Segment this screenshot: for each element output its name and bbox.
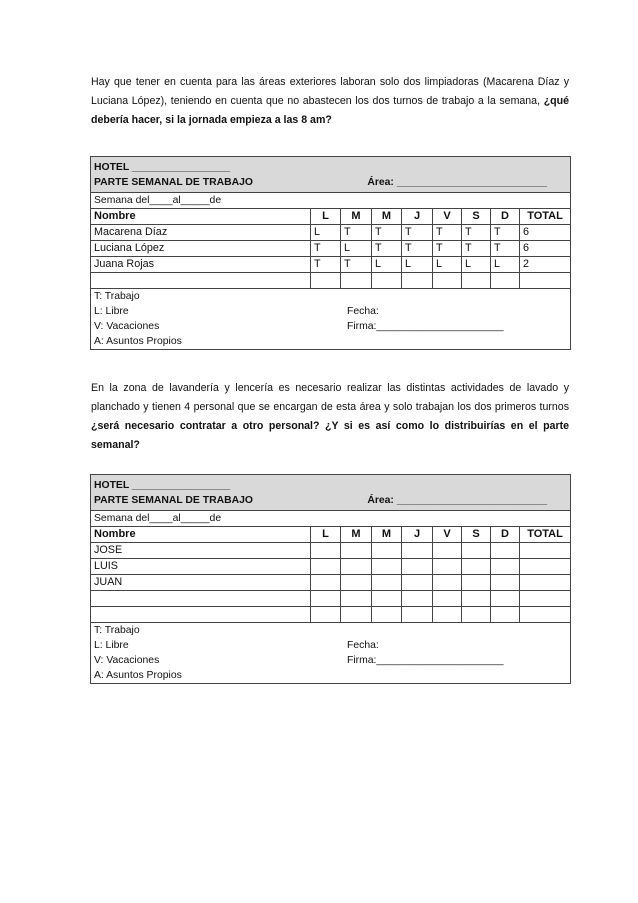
fecha-label: Fecha: <box>347 306 379 317</box>
col-day: M <box>372 209 402 225</box>
day-cell[interactable]: T <box>311 257 341 273</box>
col-day: D <box>491 527 520 543</box>
total-cell[interactable]: 2 <box>520 257 571 273</box>
paragraph-2-question: ¿será necesario contratar a otro personal? ¿Y si es así como lo distribuirías en el parte semanal? <box>91 420 569 451</box>
legend-vacaciones: V: Vacaciones <box>94 321 160 332</box>
legend-asuntos-propios: A: Asuntos Propios <box>94 670 182 681</box>
total-cell[interactable] <box>520 559 571 575</box>
schedule-row <box>91 241 571 257</box>
day-cell[interactable] <box>433 559 462 575</box>
paragraph-1 <box>91 73 569 130</box>
day-cell[interactable] <box>341 591 372 607</box>
day-cell[interactable] <box>341 543 372 559</box>
day-cell[interactable] <box>372 543 402 559</box>
day-cell[interactable] <box>491 559 520 575</box>
day-cell[interactable] <box>402 607 433 623</box>
day-cell[interactable]: L <box>372 257 402 273</box>
day-cell[interactable] <box>311 607 341 623</box>
firma-label: Firma:______________________ <box>347 321 504 332</box>
employee-name-cell[interactable]: LUIS <box>91 559 311 575</box>
day-cell[interactable]: T <box>372 225 402 241</box>
legend-row <box>91 623 571 684</box>
day-cell[interactable] <box>341 559 372 575</box>
day-cell[interactable]: L <box>341 241 372 257</box>
paragraph-2 <box>91 379 569 455</box>
day-cell[interactable] <box>341 607 372 623</box>
legend-row <box>91 289 571 350</box>
col-day: D <box>491 209 520 225</box>
col-day: M <box>341 527 372 543</box>
col-day: M <box>372 527 402 543</box>
total-cell[interactable] <box>520 607 571 623</box>
day-cell[interactable] <box>372 591 402 607</box>
column-header-row <box>91 527 571 543</box>
schedule-row <box>91 591 571 607</box>
form-header <box>91 157 571 193</box>
col-day: J <box>402 209 433 225</box>
total-cell[interactable] <box>520 273 571 289</box>
day-cell[interactable]: T <box>491 241 520 257</box>
employee-name-cell[interactable]: Juana Rojas <box>91 257 311 273</box>
col-day: L <box>311 209 341 225</box>
day-cell[interactable] <box>311 543 341 559</box>
column-header-row <box>91 209 571 225</box>
legend-vacaciones: V: Vacaciones <box>94 655 160 666</box>
col-day: V <box>433 527 462 543</box>
week-label: Semana del____al_____de <box>91 193 571 209</box>
total-cell[interactable] <box>520 543 571 559</box>
day-cell[interactable] <box>462 543 491 559</box>
hotel-label: HOTEL _________________ <box>94 480 231 491</box>
day-cell[interactable]: T <box>311 241 341 257</box>
day-cell[interactable]: L <box>402 257 433 273</box>
day-cell[interactable]: T <box>433 225 462 241</box>
day-cell[interactable] <box>311 575 341 591</box>
total-cell[interactable] <box>520 575 571 591</box>
week-row <box>91 511 571 527</box>
day-cell[interactable]: L <box>462 257 491 273</box>
day-cell[interactable] <box>491 591 520 607</box>
day-cell[interactable]: T <box>462 241 491 257</box>
day-cell[interactable] <box>402 575 433 591</box>
employee-name-cell[interactable] <box>91 591 311 607</box>
weekly-schedule-table-2 <box>90 474 571 684</box>
day-cell[interactable]: L <box>311 225 341 241</box>
total-cell[interactable]: 6 <box>520 241 571 257</box>
schedule-row <box>91 273 571 289</box>
day-cell[interactable]: T <box>462 225 491 241</box>
day-cell[interactable] <box>372 273 402 289</box>
schedule-row <box>91 225 571 241</box>
firma-label: Firma:______________________ <box>347 655 504 666</box>
total-cell[interactable] <box>520 591 571 607</box>
day-cell[interactable] <box>491 575 520 591</box>
col-day: S <box>462 209 491 225</box>
day-cell[interactable]: T <box>372 241 402 257</box>
day-cell[interactable] <box>402 559 433 575</box>
paragraph-1-question: ¿qué debería hacer, si la jornada empieza a las 8 am? <box>91 95 569 126</box>
day-cell[interactable]: L <box>491 257 520 273</box>
day-cell[interactable]: T <box>402 241 433 257</box>
day-cell[interactable] <box>433 607 462 623</box>
day-cell[interactable] <box>491 543 520 559</box>
day-cell[interactable] <box>491 273 520 289</box>
day-cell[interactable] <box>433 543 462 559</box>
day-cell[interactable] <box>341 575 372 591</box>
day-cell[interactable]: T <box>341 225 372 241</box>
day-cell[interactable]: T <box>491 225 520 241</box>
day-cell[interactable] <box>402 273 433 289</box>
week-row <box>91 193 571 209</box>
col-day: V <box>433 209 462 225</box>
legend-trabajo: T: Trabajo <box>94 291 140 302</box>
employee-name-cell[interactable]: Luciana López <box>91 241 311 257</box>
col-total: TOTAL <box>520 209 571 225</box>
col-day: S <box>462 527 491 543</box>
day-cell[interactable] <box>462 575 491 591</box>
day-cell[interactable] <box>341 273 372 289</box>
col-nombre: Nombre <box>91 527 311 543</box>
day-cell[interactable] <box>462 591 491 607</box>
day-cell[interactable] <box>462 273 491 289</box>
col-nombre: Nombre <box>91 209 311 225</box>
day-cell[interactable]: T <box>433 241 462 257</box>
schedule-row <box>91 257 571 273</box>
fecha-label: Fecha: <box>347 640 379 651</box>
schedule-row <box>91 607 571 623</box>
day-cell[interactable] <box>433 575 462 591</box>
area-label: Área: __________________________ <box>367 177 548 188</box>
day-cell[interactable]: T <box>341 257 372 273</box>
day-cell[interactable] <box>402 591 433 607</box>
col-day: L <box>311 527 341 543</box>
day-cell[interactable] <box>311 559 341 575</box>
legend-trabajo: T: Trabajo <box>94 625 140 636</box>
day-cell[interactable] <box>402 543 433 559</box>
day-cell[interactable]: L <box>433 257 462 273</box>
paragraph-2-text: En la zona de lavandería y lencería es necesario realizar las distintas actividades de lavado y planchado y tienen 4 personal que se encargan de esta área y solo trabajan los dos primeros turnos <box>91 382 569 413</box>
legend-libre: L: Libre <box>94 306 129 317</box>
employee-name-cell[interactable] <box>91 273 311 289</box>
col-day: M <box>341 209 372 225</box>
col-total: TOTAL <box>520 527 571 543</box>
schedule-row <box>91 575 571 591</box>
legend-asuntos-propios: A: Asuntos Propios <box>94 336 182 347</box>
day-cell[interactable] <box>433 591 462 607</box>
day-cell[interactable]: T <box>402 225 433 241</box>
col-day: J <box>402 527 433 543</box>
employee-name-cell[interactable]: Macarena Díaz <box>91 225 311 241</box>
hotel-label: HOTEL _________________ <box>94 162 231 173</box>
form-header <box>91 475 571 511</box>
day-cell[interactable] <box>491 607 520 623</box>
day-cell[interactable] <box>311 591 341 607</box>
parte-label: PARTE SEMANAL DE TRABAJO <box>94 495 253 506</box>
employee-name-cell[interactable]: JOSE <box>91 543 311 559</box>
parte-label: PARTE SEMANAL DE TRABAJO <box>94 177 253 188</box>
paragraph-1-text: Hay que tener en cuenta para las áreas exteriores laboran solo dos limpiadoras (Macarena Díaz y Luciana López), teniendo en cuenta que no abastecen los dos turnos de trabajo a la semana, <box>91 76 569 107</box>
schedule-row <box>91 543 571 559</box>
day-cell[interactable] <box>311 273 341 289</box>
employee-name-cell[interactable] <box>91 607 311 623</box>
employee-name-cell[interactable]: JUAN <box>91 575 311 591</box>
area-label: Área: __________________________ <box>367 495 548 506</box>
total-cell[interactable]: 6 <box>520 225 571 241</box>
day-cell[interactable] <box>372 559 402 575</box>
schedule-row <box>91 559 571 575</box>
day-cell[interactable] <box>372 607 402 623</box>
day-cell[interactable] <box>462 607 491 623</box>
day-cell[interactable] <box>462 559 491 575</box>
day-cell[interactable] <box>372 575 402 591</box>
legend-libre: L: Libre <box>94 640 129 651</box>
week-label: Semana del____al_____de <box>91 511 571 527</box>
weekly-schedule-table-1 <box>90 156 571 350</box>
day-cell[interactable] <box>433 273 462 289</box>
